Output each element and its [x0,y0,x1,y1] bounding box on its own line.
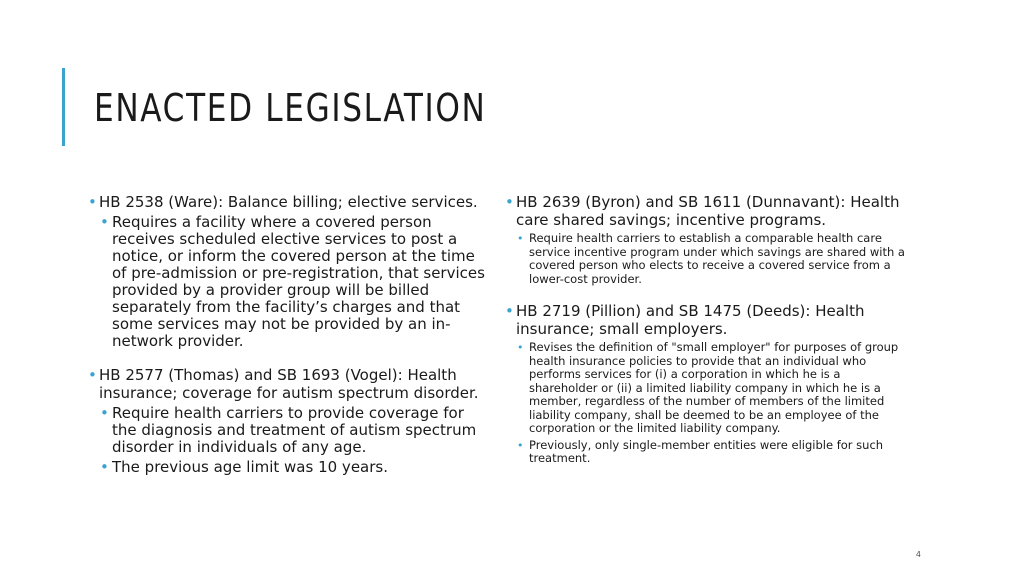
sub-bullet-text: Requires a facility where a covered person receives scheduled elective services to post a notice, or inform the covered person at the time of pre-admission or pre-registration, that services provided by a provider group will be billed separately from the facility’s charges and that some services may not be provided by an in-network provider. [112,213,485,350]
sub-bullet-text: Previously, only single-member entities were eligible for such treatment. [529,437,884,465]
bullet-marker: • [88,193,97,211]
slide-title: ENACTED LEGISLATION [94,86,487,130]
sub-bullet-text: The previous age limit was 10 years. [112,458,388,476]
bullet-item-text: HB 2719 (Pillion) and SB 1475 (Deeds): Health insurance; small employers. [516,302,865,338]
bullet-item-text: HB 2538 (Ware): Balance billing; elective services. [99,193,478,211]
sub-bullet-item [517,232,905,286]
right-column [505,193,905,466]
bullet-item-text: HB 2639 (Byron) and SB 1611 (Dunnavant): Health care shared savings; incentive programs. [516,193,900,229]
bullet-marker: • [505,302,514,320]
bullet-item-text: HB 2577 (Thomas) and SB 1693 (Vogel): Health insurance; coverage for autism spectrum disorder. [99,366,479,402]
bullet-marker: • [88,366,97,384]
sub-bullet-item [100,405,488,456]
sub-bullet-item [100,214,488,350]
bullet-marker: • [505,193,514,211]
sub-bullet-marker: • [517,438,524,452]
sub-bullet-item [517,439,905,466]
bullet-item-hb2719 [505,302,905,466]
title-accent-bar [62,68,65,146]
sub-bullet-item [100,459,488,476]
sub-bullet-marker: • [517,232,524,245]
sub-bullet-text: Require health carriers to establish a comparable health care service incentive program under which savings are shared with a covered person who elects to receive a covered service from a lower-cost provider. [529,231,905,286]
sub-bullet-marker: • [517,341,524,354]
bullet-item-hb2639 [505,193,905,286]
sub-bullet-marker: • [100,213,109,231]
left-column [88,193,488,476]
sub-bullet-item [517,341,905,436]
sub-bullet-marker: • [100,404,109,422]
bullet-item-hb2577 [88,366,488,476]
sub-bullet-text: Revises the definition of "small employer" for purposes of group health insurance policies to provide that an individual who performs services for (i) a corporation in which he is a shareholder or (ii) a limited liability company in which he is a member, regardless of the number of members of the limited liability company, shall be deemed to be an employee of the corporation or the limited liability company. [529,340,899,435]
sub-bullet-text: Require health carriers to provide coverage for the diagnosis and treatment of autism spectrum disorder in individuals of any age. [112,404,477,456]
sub-bullet-marker: • [100,458,109,476]
page-number: 4 [915,550,921,559]
bullet-item-hb2538 [88,193,488,350]
